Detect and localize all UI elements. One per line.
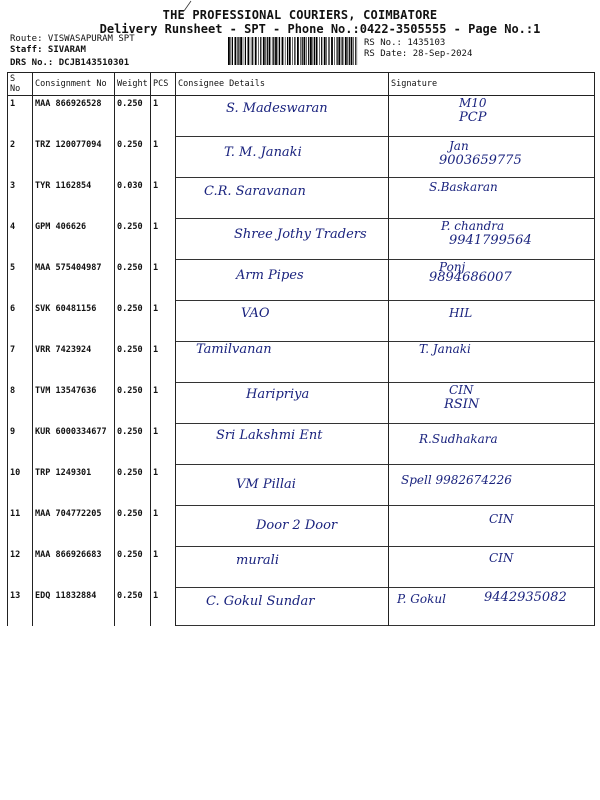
- barcode-bar: [255, 37, 257, 65]
- table-row: [8, 547, 595, 588]
- handwritten-signature: S.Baskaran: [429, 180, 498, 194]
- barcode-bar: [342, 37, 343, 65]
- row-pcs: 1: [151, 178, 176, 219]
- barcode-bar: [297, 37, 299, 65]
- staff-label: Staff: SIVARAM: [10, 45, 86, 55]
- handwritten-signature-extra: RSIN: [444, 397, 480, 412]
- handwritten-consignee: VAO: [241, 306, 270, 321]
- row-signature: [389, 178, 595, 219]
- handwritten-signature: P. Gokul: [397, 592, 446, 606]
- barcode-bar: [349, 37, 350, 65]
- handwritten-consignee: Arm Pipes: [236, 268, 304, 283]
- row-sno: 12: [8, 547, 33, 588]
- row-pcs: 1: [151, 383, 176, 424]
- table-row: [8, 301, 595, 342]
- barcode-bar: [328, 37, 329, 65]
- handwritten-signature: Jan: [449, 139, 469, 153]
- row-signature: [389, 424, 595, 465]
- row-pcs: 1: [151, 137, 176, 178]
- row-consignee-details: [176, 260, 389, 301]
- barcode-bar: [237, 37, 238, 65]
- table-row: [8, 137, 595, 178]
- barcode-bar: [287, 37, 288, 65]
- row-signature: [389, 588, 595, 626]
- handwritten-signature-extra: 9894686007: [429, 270, 512, 285]
- row-consignee-details: [176, 383, 389, 424]
- handwritten-consignee: VM Pillai: [236, 477, 296, 492]
- col-consignment: Consignment No: [33, 73, 115, 96]
- table-row: [8, 424, 595, 465]
- row-consignee-details: [176, 96, 389, 138]
- row-signature: [389, 301, 595, 342]
- barcode-bar: [304, 37, 306, 65]
- row-signature: [389, 465, 595, 506]
- barcode-bar: [314, 37, 315, 65]
- barcode-bar: [243, 37, 244, 65]
- row-consignment-no: TRP 1249301: [33, 465, 115, 506]
- row-pcs: 1: [151, 301, 176, 342]
- barcode-bar: [324, 37, 326, 65]
- handwritten-consignee: T. M. Janaki: [224, 145, 302, 160]
- barcode-bar: [292, 37, 293, 65]
- row-consignment-no: TRZ 120077094: [33, 137, 115, 178]
- row-weight: 0.250: [115, 260, 151, 301]
- barcode-bar: [345, 37, 347, 65]
- runsheet-table: [7, 72, 595, 626]
- row-sno: 5: [8, 260, 33, 301]
- handwritten-consignee: Sri Lakshmi Ent: [216, 428, 323, 443]
- handwritten-signature: Spell 9982674226: [401, 473, 512, 487]
- barcode-bar: [235, 37, 237, 65]
- barcode-bar: [351, 37, 353, 65]
- row-sno: 8: [8, 383, 33, 424]
- row-sno: 13: [8, 588, 33, 626]
- row-sno: 2: [8, 137, 33, 178]
- table-row: [8, 383, 595, 424]
- barcode-bar: [347, 37, 348, 65]
- row-separator: [176, 625, 388, 626]
- row-consignee-details: [176, 547, 389, 588]
- row-consignment-no: TVM 13547636: [33, 383, 115, 424]
- row-sno: 7: [8, 342, 33, 383]
- barcode-bar: [285, 37, 286, 65]
- barcode-bar: [260, 37, 261, 65]
- barcode-bar: [240, 37, 242, 65]
- row-signature: [389, 383, 595, 424]
- table-row: [8, 342, 595, 383]
- rs-number: RS No.: 1435103: [364, 38, 446, 48]
- row-pcs: 1: [151, 424, 176, 465]
- barcode-bar: [306, 37, 307, 65]
- barcode-bar: [321, 37, 322, 65]
- barcode-bar: [294, 37, 295, 65]
- col-consignee: Consignee Details: [176, 73, 389, 96]
- row-consignment-no: MAA 575404987: [33, 260, 115, 301]
- row-weight: 0.250: [115, 465, 151, 506]
- handwritten-consignee: Tamilvanan: [196, 342, 272, 357]
- row-weight: 0.250: [115, 588, 151, 626]
- barcode-image: [228, 37, 358, 65]
- row-signature: [389, 219, 595, 260]
- barcode-bar: [337, 37, 338, 65]
- handwritten-signature: P. chandra: [441, 219, 505, 233]
- row-weight: 0.250: [115, 383, 151, 424]
- route-label: Route: VISWASAPURAM SPT: [10, 34, 135, 44]
- handwritten-consignee: C. Gokul Sundar: [206, 594, 315, 609]
- handwritten-signature-extra: 9003659775: [439, 153, 522, 168]
- row-consignee-details: [176, 506, 389, 547]
- handwritten-consignee: murali: [236, 553, 279, 568]
- handwritten-signature: M10: [459, 96, 487, 110]
- table-row: [8, 96, 595, 138]
- row-weight: 0.250: [115, 301, 151, 342]
- row-sno: 10: [8, 465, 33, 506]
- row-consignment-no: GPM 406626: [33, 219, 115, 260]
- row-weight: 0.250: [115, 547, 151, 588]
- barcode-bar: [272, 37, 273, 65]
- row-pcs: 1: [151, 465, 176, 506]
- barcode-bar: [252, 37, 253, 65]
- row-sno: 1: [8, 96, 33, 138]
- barcode-bar: [232, 37, 233, 65]
- barcode-bar: [263, 37, 265, 65]
- handwritten-consignee: C.R. Saravanan: [204, 184, 306, 199]
- row-sno: 11: [8, 506, 33, 547]
- row-consignment-no: MAA 866926683: [33, 547, 115, 588]
- runsheet-title: Delivery Runsheet - SPT - Phone No.:0422-3505555 - Page No.:1: [99, 22, 541, 36]
- row-signature: [389, 342, 595, 383]
- row-signature: [389, 506, 595, 547]
- barcode-bar: [326, 37, 327, 65]
- row-pcs: 1: [151, 588, 176, 626]
- barcode-bar: [308, 37, 309, 65]
- barcode-bar: [341, 37, 342, 65]
- barcode-bar: [267, 37, 268, 65]
- barcode-bar: [228, 37, 230, 65]
- rs-date: RS Date: 28-Sep-2024: [364, 49, 473, 59]
- barcode-bar: [248, 37, 250, 65]
- handwritten-signature: Ponj: [439, 260, 466, 274]
- row-signature: [389, 260, 595, 301]
- handwritten-consignee: Haripriya: [246, 387, 310, 402]
- barcode-bar: [273, 37, 274, 65]
- row-separator: [389, 625, 594, 626]
- barcode-bar: [313, 37, 314, 65]
- row-weight: 0.250: [115, 424, 151, 465]
- row-pcs: 1: [151, 219, 176, 260]
- row-consignee-details: [176, 588, 389, 626]
- handwritten-signature-extra: 9442935082: [484, 590, 567, 605]
- row-weight: 0.250: [115, 96, 151, 138]
- col-signature: Signature: [389, 73, 595, 96]
- col-sno: S No: [8, 73, 33, 96]
- row-pcs: 1: [151, 342, 176, 383]
- row-pcs: 1: [151, 547, 176, 588]
- row-consignment-no: SVK 60481156: [33, 301, 115, 342]
- handwritten-signature: CIN: [489, 551, 514, 565]
- barcode-bar: [251, 37, 252, 65]
- barcode-bar: [310, 37, 312, 65]
- row-weight: 0.250: [115, 137, 151, 178]
- barcode-bar: [302, 37, 303, 65]
- row-signature: [389, 96, 595, 138]
- handwritten-signature: CIN: [489, 512, 514, 526]
- row-sno: 3: [8, 178, 33, 219]
- row-consignee-details: [176, 178, 389, 219]
- table-row: [8, 178, 595, 219]
- barcode-bar: [282, 37, 284, 65]
- barcode-bar: [245, 37, 246, 65]
- barcode-bar: [331, 37, 333, 65]
- col-pcs: PCS: [151, 73, 176, 96]
- row-sno: 6: [8, 301, 33, 342]
- row-sno: 4: [8, 219, 33, 260]
- table-row: [8, 588, 595, 626]
- handwritten-signature-extra: 9941799564: [449, 233, 532, 248]
- handwritten-consignee: Door 2 Door: [256, 518, 338, 533]
- barcode-bar: [275, 37, 277, 65]
- row-consignee-details: [176, 137, 389, 178]
- barcode-bar: [355, 37, 356, 65]
- row-consignee-details: [176, 465, 389, 506]
- barcode-bar: [319, 37, 320, 65]
- barcode-bar: [353, 37, 354, 65]
- barcode-bar: [338, 37, 340, 65]
- row-pcs: 1: [151, 506, 176, 547]
- col-weight: Weight: [115, 73, 151, 96]
- barcode-bar: [231, 37, 232, 65]
- handwritten-signature-extra: PCP: [459, 110, 487, 125]
- barcode-bar: [300, 37, 301, 65]
- row-weight: 0.030: [115, 178, 151, 219]
- handwritten-consignee: S. Madeswaran: [226, 101, 328, 116]
- barcode-bar: [289, 37, 291, 65]
- barcode-bar: [334, 37, 335, 65]
- barcode-bar: [258, 37, 259, 65]
- row-weight: 0.250: [115, 342, 151, 383]
- handwritten-consignee: Shree Jothy Traders: [234, 227, 367, 242]
- row-pcs: 1: [151, 96, 176, 138]
- barcode-bar: [238, 37, 239, 65]
- row-pcs: 1: [151, 260, 176, 301]
- row-consignment-no: MAA 704772205: [33, 506, 115, 547]
- row-consignment-no: TYR 1162854: [33, 178, 115, 219]
- barcode-bar: [265, 37, 266, 65]
- table-row: [8, 506, 595, 547]
- row-consignment-no: EDQ 11832884: [33, 588, 115, 626]
- handwritten-signature: R.Sudhakara: [419, 432, 498, 446]
- handwritten-signature: HIL: [449, 306, 473, 320]
- table-row: [8, 219, 595, 260]
- barcode-bar: [278, 37, 279, 65]
- table-header-row: [8, 73, 595, 96]
- barcode-bar: [279, 37, 280, 65]
- row-signature: [389, 137, 595, 178]
- handwritten-signature: CIN: [449, 383, 474, 397]
- row-consignment-no: MAA 866926528: [33, 96, 115, 138]
- row-signature: [389, 547, 595, 588]
- barcode-bar: [269, 37, 271, 65]
- barcode-bar: [316, 37, 318, 65]
- table-row: [8, 260, 595, 301]
- row-weight: 0.250: [115, 506, 151, 547]
- row-weight: 0.250: [115, 219, 151, 260]
- row-consignment-no: KUR 6000334677: [33, 424, 115, 465]
- row-consignee-details: [176, 301, 389, 342]
- row-consignee-details: [176, 219, 389, 260]
- row-consignee-details: [176, 424, 389, 465]
- company-name: THE PROFESSIONAL COURIERS, COIMBATORE: [162, 8, 438, 22]
- table-row: [8, 465, 595, 506]
- drs-number: DRS No.: DCJB143510301: [10, 58, 130, 68]
- row-consignee-details: [176, 342, 389, 383]
- row-sno: 9: [8, 424, 33, 465]
- handwritten-signature: T. Janaki: [419, 342, 471, 356]
- row-consignment-no: VRR 7423924: [33, 342, 115, 383]
